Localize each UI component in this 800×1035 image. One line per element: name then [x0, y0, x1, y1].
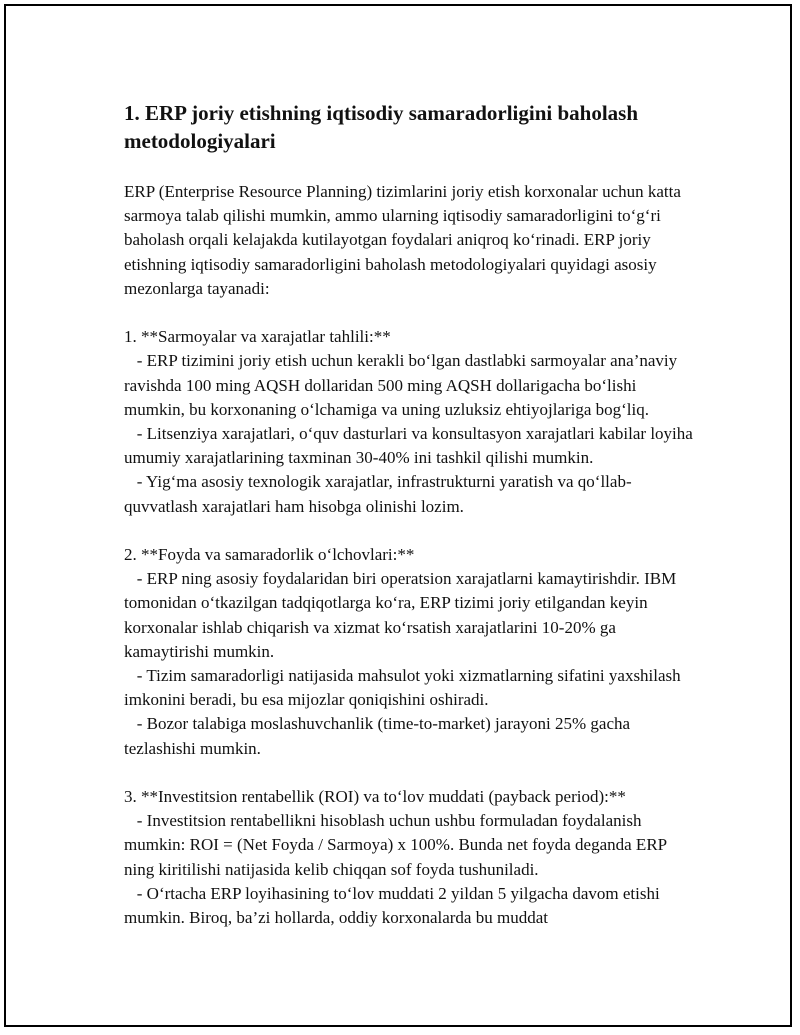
- bullet-text: - Bozor talabiga moslashuvchanlik (time-to-market) jarayoni 25% gacha tezlashishi mumkin.: [124, 714, 631, 758]
- section-title: 3. **Investitsion rentabellik (ROI) va to‘lov muddati (payback period):**: [124, 787, 626, 807]
- bullet-item: [124, 422, 694, 470]
- section-title: 2. **Foyda va samaradorlik o‘lchovlari:**: [124, 545, 415, 565]
- page-frame: [4, 4, 792, 1027]
- document-heading: 1. ERP joriy etishning iqtisodiy samaradorligini baholash metodologiyalari: [124, 101, 639, 153]
- bullet-text: - ERP tizimini joriy etish uchun kerakli bo‘lgan dastlabki sarmoyalar ana’naviy ravishda 100 ming AQSH dollaridan 500 ming AQSH dollarigacha bo‘lishi mumkin, bu korxonaning o‘lchamiga va uning uzluksiz ehtiyojlariga bog‘liq.: [124, 351, 678, 419]
- bullet-item: [124, 882, 694, 930]
- bullet-item: [124, 349, 694, 422]
- bullet-item: [124, 809, 694, 882]
- paragraph-gap: [124, 519, 694, 543]
- section-1: [124, 325, 694, 519]
- bullet-text: - Yig‘ma asosiy texnologik xarajatlar, infrastrukturni yaratish va qo‘llab-quvvatlash xarajatlari ham hisobga olinishi lozim.: [124, 472, 632, 516]
- bullet-text: - O‘rtacha ERP loyihasining to‘lov muddati 2 yildan 5 yilgacha davom etishi mumkin. Biroq, ba’zi hollarda, oddiy korxonalarda bu muddat: [124, 883, 660, 928]
- bullet-text: - ERP ning asosiy foydalaridan biri operatsion xarajatlarni kamaytirishdir. IBM tomonidan o‘tkazilgan tadqiqotlarga ko‘ra, ERP tizimi joriy etilgandan keyin korxonalar ishlab chiqarish va xizmat ko‘rsatish xarajatlarini 10-20% ga kamaytirishi mumkin.: [124, 569, 677, 661]
- section-title: 1. **Sarmoyalar va xarajatlar tahlili:**: [124, 327, 391, 347]
- bullet-item: [124, 470, 694, 518]
- bullet-text: - Tizim samaradorligi natijasida mahsulot yoki xizmatlarning sifatini yaxshilash imkonini beradi, bu esa mijozlar qoniqishini oshiradi.: [124, 666, 681, 710]
- bullet-item: [124, 664, 694, 712]
- paragraph-gap: [124, 301, 694, 325]
- bullet-text: - Investitsion rentabellikni hisoblash uchun ushbu formuladan foydalanish mumkin: ROI = (Net Foyda / Sarmoya) x 100%. Bunda net foyda deganda ERP ning kiritilishi natijasida kelib chiqqan sof foyda tushuniladi.: [124, 811, 667, 879]
- paragraph-gap: [124, 761, 694, 785]
- bullet-text: - Litsenziya xarajatlari, o‘quv dasturlari va konsultasyon xarajatlari kabilar loyiha umumiy xarajatlarining taxminan 30-40% ini tashkil qilishi mumkin.: [124, 424, 693, 468]
- section-2: [124, 543, 694, 761]
- intro-paragraph: ERP (Enterprise Resource Planning) tizimlarini joriy etish korxonalar uchun katta sarmoya talab qilishi mumkin, ammo ularning iqtisodiy samaradorligini to‘g‘ri baholash orqali kelajakda kutilayotgan foydalari aniqroq ko‘rinadi. ERP joriy etishning iqtisodiy samaradorligini baholash metodologiyalari quyidagi asosiy mezonlarga tayanadi:: [124, 182, 681, 298]
- bullet-item: [124, 712, 694, 760]
- section-3: [124, 785, 694, 930]
- bullet-item: [124, 567, 694, 664]
- document-body: [124, 99, 694, 930]
